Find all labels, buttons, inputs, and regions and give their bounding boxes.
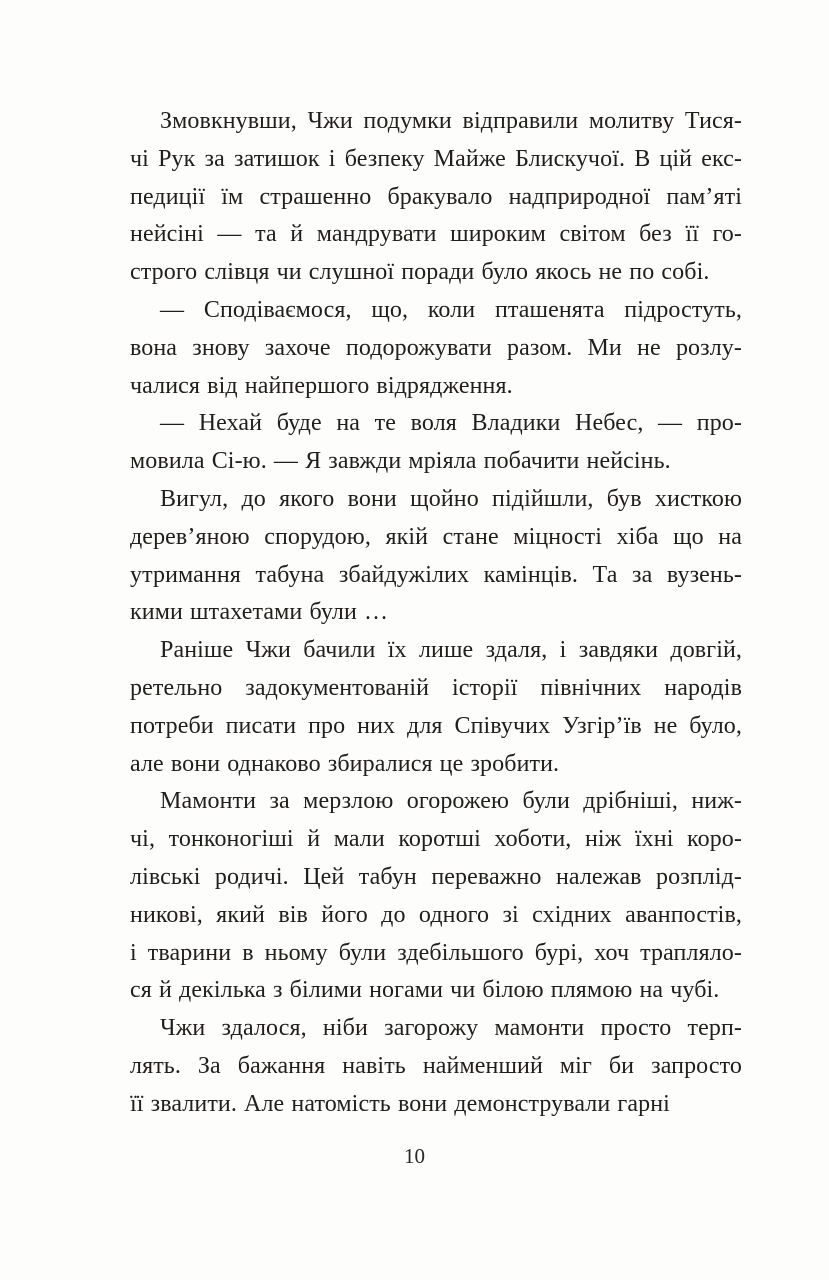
- text-line: але вони однаково збиралися це зробити.: [130, 750, 560, 777]
- page-number: 10: [404, 1144, 425, 1168]
- text-line: чі, тонконогіші й мали коротші хоботи, ніж їхні коро-: [130, 826, 742, 853]
- text-line: утримання табуна збайдужілих камінців. Та за вузень-: [130, 561, 742, 588]
- text-line: педиції їм страшенно бракувало надприродної пам’яті: [130, 183, 742, 210]
- text-line: — Сподіваємося, що, коли пташенята підростуть,: [160, 296, 742, 323]
- text-line: Чжи здалося, ніби загорожу мамонти просто терп-: [160, 1015, 742, 1042]
- text-line: Вигул, до якого вони щойно підійшли, був хисткою: [160, 485, 742, 512]
- text-line: її звалити. Але натомість вони демонстрували гарні: [130, 1090, 670, 1117]
- text-line: лять. За бажання навіть найменший міг би запросто: [130, 1052, 742, 1079]
- text-line: мовила Сі-ю. — Я завжди мріяла побачити нейсінь.: [130, 448, 671, 475]
- text-line: ретельно задокументованій історії північних народів: [130, 674, 742, 701]
- text-line: і тварини в ньому були здебільшого бурі, хоч трапляло-: [130, 939, 742, 966]
- text-line: чі Рук за затишок і безпеку Майже Блискучої. В цій екс-: [130, 145, 742, 172]
- paragraph: [130, 292, 742, 405]
- text-line: — Нехай буде на те воля Владики Небес, — про-: [160, 410, 742, 437]
- text-line: дерев’яною спорудою, якій стане міцності хіба що на: [130, 523, 742, 550]
- paragraph: [130, 1010, 742, 1123]
- paragraph: [130, 632, 742, 783]
- text-line: кими штахетами були …: [130, 599, 389, 626]
- text-line: ся й декілька з білими ногами чи білою плямою на чубі.: [130, 977, 720, 1004]
- paragraph: [130, 405, 742, 481]
- text-line: строго слівця чи слушної поради було якось не по собі.: [130, 259, 710, 286]
- text-line: Раніше Чжи бачили їх лише здаля, і завдяки довгій,: [160, 637, 742, 664]
- text-line: чалися від найпершого відрядження.: [130, 372, 513, 399]
- text-line: нейсіні — та й мандрувати широким світом без її го-: [130, 221, 742, 248]
- text-line: вона знову захоче подорожувати разом. Ми не розлу-: [130, 334, 742, 361]
- text-line: никові, який вів його до одного зі східних аванпостів,: [130, 901, 742, 928]
- paragraph: [130, 481, 742, 632]
- paragraph: [130, 783, 742, 1010]
- text-line: Мамонти за мерзлою огорожею були дрібніші, ниж-: [160, 788, 742, 815]
- text-line: Змовкнувши, Чжи подумки відправили молитву Тися-: [160, 108, 742, 134]
- text-line: лівські родичі. Цей табун переважно належав розплід-: [130, 863, 742, 890]
- body-text: [130, 103, 742, 1124]
- paragraph: [130, 103, 742, 292]
- text-line: потреби писати про них для Співучих Узгір’їв не було,: [130, 712, 742, 739]
